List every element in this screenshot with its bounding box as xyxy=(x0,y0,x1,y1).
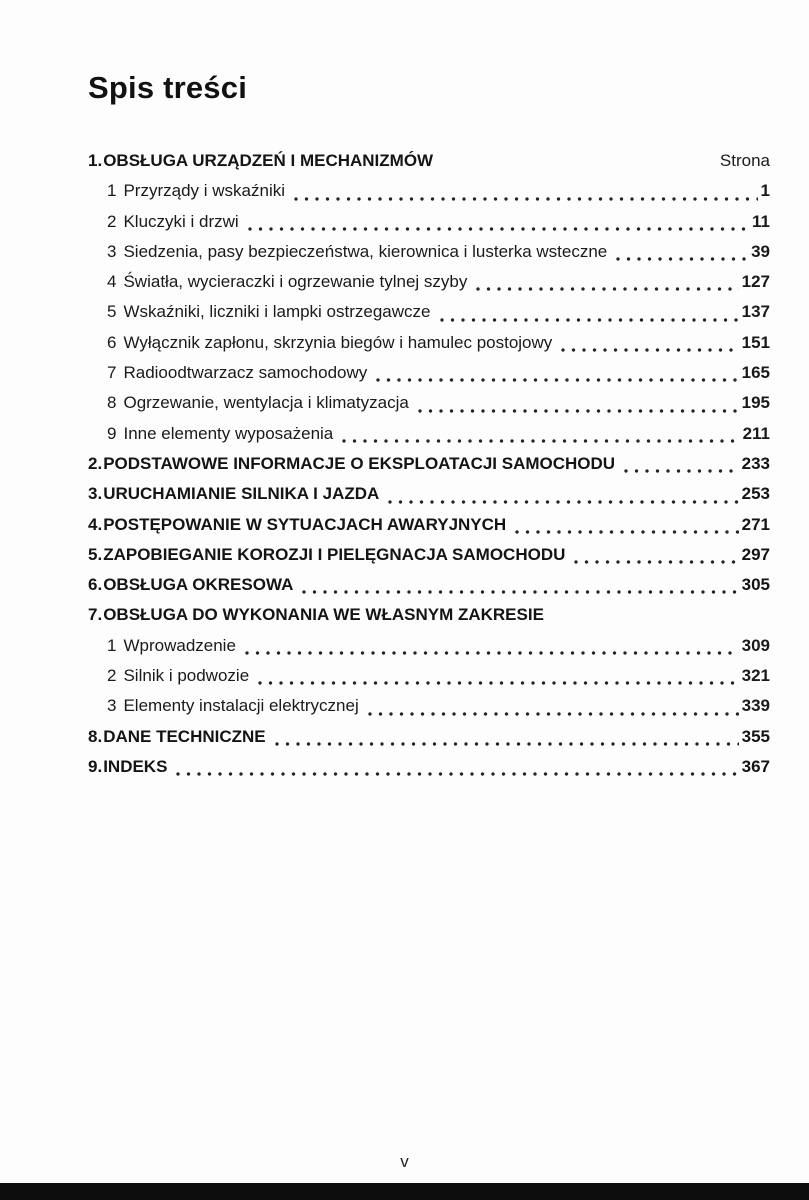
toc-entry-number: 3 xyxy=(107,696,117,716)
toc-entry-page: 11 xyxy=(752,211,770,231)
toc-subentry-row xyxy=(88,237,770,267)
toc-entry-label: OBSŁUGA DO WYKONANIA WE WŁASNYM ZAKRESIE xyxy=(103,605,544,625)
toc-entry-number: 8. xyxy=(88,726,103,746)
dot-leader xyxy=(368,712,739,716)
dot-leader xyxy=(440,318,739,322)
toc-entry-label: ZAPOBIEGANIE KOROZJI I PIELĘGNACJA SAMOCHODU xyxy=(103,544,566,564)
toc-entry-page: 1 xyxy=(760,181,770,201)
toc-entry-page: 195 xyxy=(741,393,770,413)
toc-entry-page: 211 xyxy=(742,423,770,443)
dot-leader xyxy=(388,500,738,504)
dot-leader xyxy=(302,590,738,594)
dot-leader xyxy=(561,348,738,352)
dot-leader xyxy=(248,227,749,231)
toc-entry-label: Przyrządy i wskaźniki xyxy=(123,181,286,201)
toc-entry-page: 137 xyxy=(741,302,770,322)
toc-entry-page: 367 xyxy=(741,756,770,776)
toc-subentry-row xyxy=(88,297,770,327)
toc-subentry-row xyxy=(88,267,770,297)
toc-entry-number: 5 xyxy=(107,302,117,322)
dot-leader xyxy=(418,409,739,413)
toc-entry-number: 3 xyxy=(107,241,117,261)
toc-subentry-row xyxy=(88,661,770,691)
toc-entry-label: Światła, wycieraczki i ogrzewanie tylnej szyby xyxy=(123,272,468,292)
toc-entry-number: 2. xyxy=(88,453,103,473)
toc-entry-number: 2 xyxy=(107,211,117,231)
toc-entry-label: Wskaźniki, liczniki i lampki ostrzegawcze xyxy=(123,302,431,322)
toc-entry-label: POSTĘPOWANIE W SYTUACJACH AWARYJNYCH xyxy=(103,514,507,534)
toc-entry-number: 6. xyxy=(88,575,103,595)
toc-entry-page: 305 xyxy=(741,575,770,595)
toc-entry-label: INDEKS xyxy=(103,756,168,776)
toc-entry-page: 127 xyxy=(741,272,770,292)
toc-entry-page: 39 xyxy=(751,241,770,261)
toc-entry-page: 355 xyxy=(741,726,770,746)
toc-entry-page: 151 xyxy=(741,332,770,352)
toc-entry-page: 321 xyxy=(741,666,770,686)
toc-entry-number: 9 xyxy=(107,423,117,443)
dot-leader xyxy=(574,560,738,564)
toc-entry-number: 3. xyxy=(88,484,103,504)
toc-subentry-row xyxy=(88,419,770,449)
toc-section-row xyxy=(88,722,770,752)
table-of-contents xyxy=(0,146,809,782)
dot-leader xyxy=(176,772,738,776)
dot-leader xyxy=(245,651,739,655)
toc-entry-label: Radioodtwarzacz samochodowy xyxy=(123,363,368,383)
toc-entry-label: Wyłącznik zapłonu, skrzynia biegów i hamulec postojowy xyxy=(123,332,553,352)
toc-entry-label: Siedzenia, pasy bezpieczeństwa, kierownica i lusterka wsteczne xyxy=(123,241,608,261)
toc-entry-label: Elementy instalacji elektrycznej xyxy=(123,696,359,716)
toc-entry-number: 8 xyxy=(107,393,117,413)
dot-leader xyxy=(515,530,738,534)
toc-entry-label: Inne elementy wyposażenia xyxy=(123,423,334,443)
toc-entry-label: Ogrzewanie, wentylacja i klimatyzacja xyxy=(123,393,409,413)
toc-entry-number: 9. xyxy=(88,756,103,776)
dot-leader xyxy=(376,378,738,382)
page-column-header: Strona xyxy=(719,151,770,170)
toc-section-row xyxy=(88,752,770,782)
toc-entry-number: 1 xyxy=(107,635,117,655)
toc-entry-number: 7. xyxy=(88,605,103,625)
toc-entry-label: Wprowadzenie xyxy=(123,635,236,655)
dot-leader xyxy=(275,742,739,746)
toc-section-row xyxy=(88,479,770,509)
toc-entry-page: 233 xyxy=(741,453,770,473)
toc-section-row xyxy=(88,570,770,600)
toc-entry-page: 271 xyxy=(741,514,770,534)
toc-section-row xyxy=(88,600,770,630)
toc-entry-label: URUCHAMIANIE SILNIKA I JAZDA xyxy=(103,484,380,504)
toc-entry-number: 7 xyxy=(107,363,117,383)
toc-entry-number: 4. xyxy=(88,514,103,534)
toc-subentry-row xyxy=(88,631,770,661)
toc-entry-page: 297 xyxy=(741,544,770,564)
footer-page-number: v xyxy=(400,1152,409,1171)
toc-subentry-row xyxy=(88,691,770,721)
scan-border-bar xyxy=(0,1183,809,1200)
toc-entry-label: OBSŁUGA OKRESOWA xyxy=(103,575,294,595)
toc-subentry-row xyxy=(88,328,770,358)
toc-entry-number: 1. xyxy=(88,151,103,170)
dot-leader xyxy=(624,469,739,473)
dot-leader xyxy=(616,257,748,261)
toc-entry-page: 253 xyxy=(741,484,770,504)
toc-subentry-row xyxy=(88,176,770,206)
toc-entry-page: 165 xyxy=(741,363,770,383)
toc-subentry-row xyxy=(88,207,770,237)
dot-leader xyxy=(258,681,738,685)
toc-entry-label: PODSTAWOWE INFORMACJE O EKSPLOATACJI SAMOCHODU xyxy=(103,453,616,473)
toc-entry-label: DANE TECHNICZNE xyxy=(103,726,266,746)
toc-section-row xyxy=(88,510,770,540)
toc-entry-number: 6 xyxy=(107,332,117,352)
dot-leader xyxy=(294,197,758,201)
toc-entry-number: 4 xyxy=(107,272,117,292)
toc-entry-number: 5. xyxy=(88,544,103,564)
toc-entry-page: 339 xyxy=(741,696,770,716)
toc-entry-number: 1 xyxy=(107,181,117,201)
toc-entry-page: 309 xyxy=(741,635,770,655)
dot-leader xyxy=(342,439,739,443)
toc-subentry-row xyxy=(88,388,770,418)
toc-section-row xyxy=(88,449,770,479)
toc-entry-label: Kluczyki i drzwi xyxy=(123,211,239,231)
page-title: Spis treści xyxy=(88,70,248,105)
toc-section-row xyxy=(88,146,770,176)
toc-subentry-row xyxy=(88,358,770,388)
toc-section-row xyxy=(88,540,770,570)
toc-entry-number: 2 xyxy=(107,666,117,686)
toc-entry-label: OBSŁUGA URZĄDZEŃ I MECHANIZMÓW xyxy=(103,151,434,170)
dot-leader xyxy=(476,287,738,291)
toc-entry-label: Silnik i podwozie xyxy=(123,666,250,686)
